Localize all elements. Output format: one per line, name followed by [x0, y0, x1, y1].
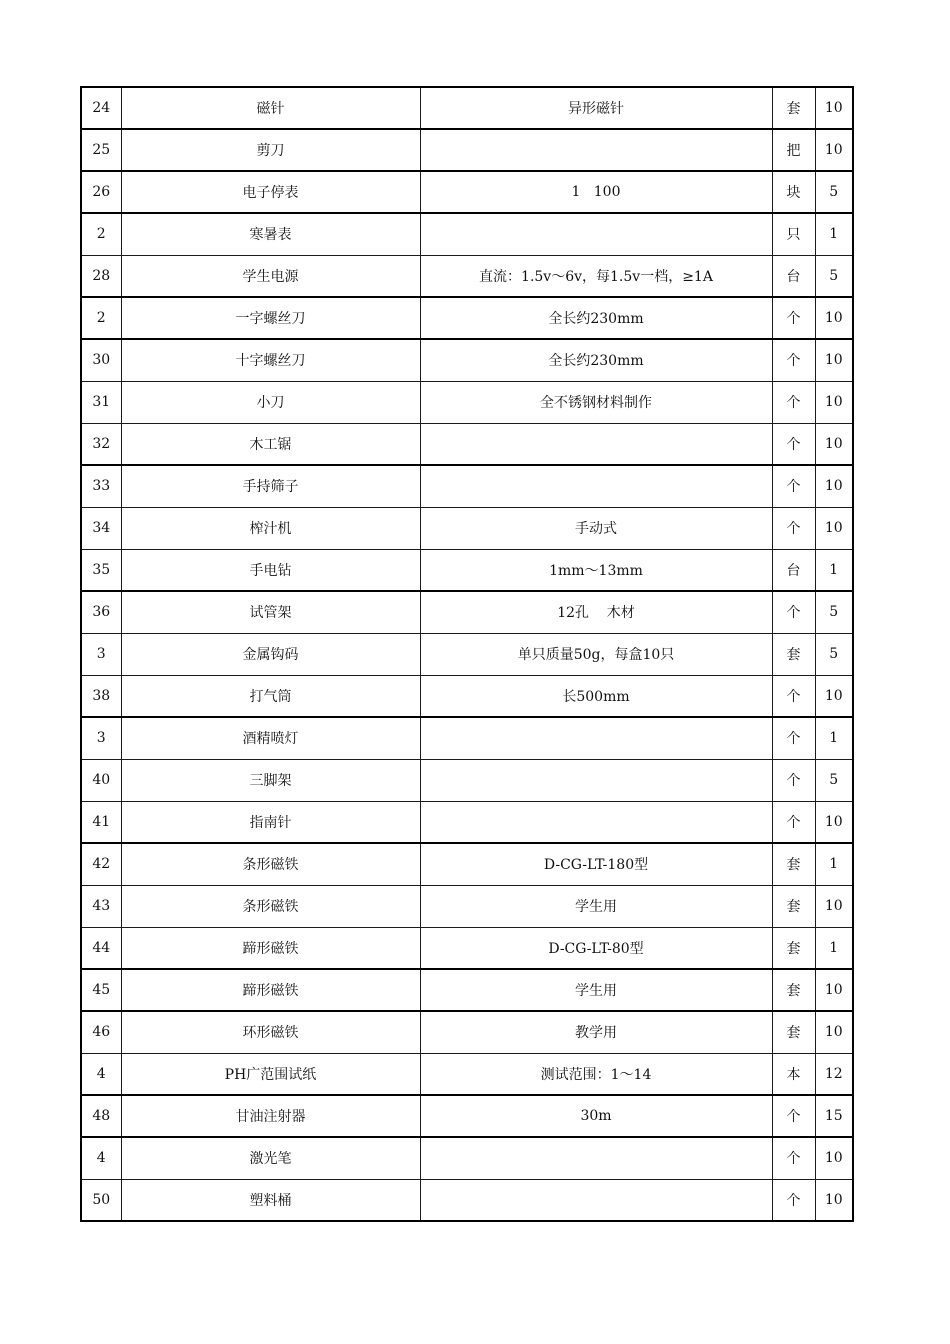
item-name-cell: 剪刀	[121, 129, 420, 171]
item-name-cell: 蹄形磁铁	[121, 969, 420, 1011]
equipment-list-sheet	[80, 86, 852, 1222]
row-number-cell: 26	[81, 171, 121, 213]
table-row	[81, 381, 853, 423]
item-spec-cell: 单只质量50g，每盒10只	[420, 633, 772, 675]
item-unit-cell: 个	[772, 507, 815, 549]
item-spec-cell	[420, 759, 772, 801]
row-number-cell: 38	[81, 675, 121, 717]
item-spec-cell	[420, 1137, 772, 1179]
item-unit-cell: 台	[772, 255, 815, 297]
item-unit-cell: 个	[772, 1095, 815, 1137]
table-row	[81, 1011, 853, 1053]
row-number-cell: 3	[81, 717, 121, 759]
item-spec-cell: 全长约230mm	[420, 339, 772, 381]
item-spec-cell	[420, 801, 772, 843]
item-spec-cell: 手动式	[420, 507, 772, 549]
item-unit-cell: 个	[772, 675, 815, 717]
item-name-cell: 三脚架	[121, 759, 420, 801]
item-spec-cell: 12孔 木材	[420, 591, 772, 633]
item-name-cell: 试管架	[121, 591, 420, 633]
item-unit-cell: 个	[772, 759, 815, 801]
table-row	[81, 507, 853, 549]
row-number-cell: 45	[81, 969, 121, 1011]
item-unit-cell: 块	[772, 171, 815, 213]
row-number-cell: 50	[81, 1179, 121, 1221]
item-spec-cell: 全不锈钢材料制作	[420, 381, 772, 423]
item-spec-cell	[420, 717, 772, 759]
row-number-cell: 28	[81, 255, 121, 297]
table-row	[81, 675, 853, 717]
item-unit-cell: 套	[772, 843, 815, 885]
table-row	[81, 885, 853, 927]
item-quantity-cell: 10	[815, 801, 853, 843]
item-quantity-cell: 10	[815, 969, 853, 1011]
item-spec-cell: D-CG-LT-180型	[420, 843, 772, 885]
item-quantity-cell: 1	[815, 717, 853, 759]
item-unit-cell: 个	[772, 1179, 815, 1221]
item-unit-cell: 套	[772, 633, 815, 675]
item-spec-cell	[420, 423, 772, 465]
item-name-cell: 木工锯	[121, 423, 420, 465]
table-row	[81, 1095, 853, 1137]
row-number-cell: 34	[81, 507, 121, 549]
item-unit-cell: 本	[772, 1053, 815, 1095]
item-quantity-cell: 10	[815, 885, 853, 927]
item-name-cell: 环形磁铁	[121, 1011, 420, 1053]
item-quantity-cell: 10	[815, 297, 853, 339]
table-row	[81, 801, 853, 843]
equipment-table-body	[81, 87, 853, 1221]
item-quantity-cell: 10	[815, 507, 853, 549]
item-name-cell: 指南针	[121, 801, 420, 843]
row-number-cell: 35	[81, 549, 121, 591]
row-number-cell: 25	[81, 129, 121, 171]
item-name-cell: 十字螺丝刀	[121, 339, 420, 381]
item-spec-cell: 学生用	[420, 885, 772, 927]
table-row	[81, 339, 853, 381]
item-spec-cell	[420, 465, 772, 507]
table-row	[81, 171, 853, 213]
item-unit-cell: 套	[772, 885, 815, 927]
table-row	[81, 213, 853, 255]
item-name-cell: 手电钻	[121, 549, 420, 591]
item-spec-cell: 1 100	[420, 171, 772, 213]
item-name-cell: PH广范围试纸	[121, 1053, 420, 1095]
row-number-cell: 33	[81, 465, 121, 507]
row-number-cell: 4	[81, 1053, 121, 1095]
item-unit-cell: 只	[772, 213, 815, 255]
item-quantity-cell: 10	[815, 87, 853, 129]
item-name-cell: 激光笔	[121, 1137, 420, 1179]
item-name-cell: 条形磁铁	[121, 885, 420, 927]
table-row	[81, 591, 853, 633]
item-quantity-cell: 10	[815, 339, 853, 381]
item-name-cell: 小刀	[121, 381, 420, 423]
item-spec-cell: 全长约230mm	[420, 297, 772, 339]
row-number-cell: 32	[81, 423, 121, 465]
row-number-cell: 46	[81, 1011, 121, 1053]
item-name-cell: 手持筛子	[121, 465, 420, 507]
row-number-cell: 44	[81, 927, 121, 969]
item-name-cell: 条形磁铁	[121, 843, 420, 885]
item-quantity-cell: 10	[815, 1179, 853, 1221]
row-number-cell: 24	[81, 87, 121, 129]
item-name-cell: 磁针	[121, 87, 420, 129]
table-row	[81, 633, 853, 675]
item-quantity-cell: 12	[815, 1053, 853, 1095]
item-unit-cell: 个	[772, 801, 815, 843]
item-unit-cell: 把	[772, 129, 815, 171]
item-quantity-cell: 10	[815, 381, 853, 423]
item-unit-cell: 个	[772, 297, 815, 339]
table-row	[81, 759, 853, 801]
row-number-cell: 30	[81, 339, 121, 381]
table-row	[81, 423, 853, 465]
item-name-cell: 塑料桶	[121, 1179, 420, 1221]
item-spec-cell: 1mm～13mm	[420, 549, 772, 591]
item-name-cell: 酒精喷灯	[121, 717, 420, 759]
item-name-cell: 学生电源	[121, 255, 420, 297]
item-unit-cell: 套	[772, 969, 815, 1011]
item-quantity-cell: 5	[815, 759, 853, 801]
item-spec-cell: 异形磁针	[420, 87, 772, 129]
table-row	[81, 549, 853, 591]
row-number-cell: 42	[81, 843, 121, 885]
row-number-cell: 3	[81, 633, 121, 675]
item-quantity-cell: 5	[815, 171, 853, 213]
item-spec-cell: 30m	[420, 1095, 772, 1137]
item-unit-cell: 个	[772, 381, 815, 423]
item-unit-cell: 台	[772, 549, 815, 591]
row-number-cell: 41	[81, 801, 121, 843]
table-row	[81, 1179, 853, 1221]
item-quantity-cell: 15	[815, 1095, 853, 1137]
item-spec-cell	[420, 213, 772, 255]
table-row	[81, 297, 853, 339]
table-row	[81, 717, 853, 759]
item-quantity-cell: 1	[815, 213, 853, 255]
item-name-cell: 打气筒	[121, 675, 420, 717]
item-unit-cell: 个	[772, 591, 815, 633]
item-quantity-cell: 10	[815, 465, 853, 507]
row-number-cell: 2	[81, 213, 121, 255]
item-unit-cell: 套	[772, 1011, 815, 1053]
row-number-cell: 43	[81, 885, 121, 927]
item-quantity-cell: 10	[815, 423, 853, 465]
item-unit-cell: 个	[772, 1137, 815, 1179]
item-unit-cell: 个	[772, 423, 815, 465]
item-spec-cell: 教学用	[420, 1011, 772, 1053]
item-name-cell: 一字螺丝刀	[121, 297, 420, 339]
table-row	[81, 255, 853, 297]
item-name-cell: 电子停表	[121, 171, 420, 213]
item-quantity-cell: 1	[815, 549, 853, 591]
item-spec-cell: 长500mm	[420, 675, 772, 717]
item-name-cell: 寒暑表	[121, 213, 420, 255]
item-spec-cell: D-CG-LT-80型	[420, 927, 772, 969]
item-unit-cell: 个	[772, 465, 815, 507]
row-number-cell: 36	[81, 591, 121, 633]
item-spec-cell: 直流：1.5v～6v，每1.5v一档，≥1A	[420, 255, 772, 297]
equipment-table	[80, 86, 854, 1222]
item-unit-cell: 个	[772, 717, 815, 759]
item-spec-cell	[420, 129, 772, 171]
item-spec-cell: 测试范围：1～14	[420, 1053, 772, 1095]
item-quantity-cell: 1	[815, 843, 853, 885]
table-row	[81, 969, 853, 1011]
item-quantity-cell: 10	[815, 1011, 853, 1053]
table-row	[81, 1053, 853, 1095]
row-number-cell: 31	[81, 381, 121, 423]
item-quantity-cell: 5	[815, 255, 853, 297]
item-quantity-cell: 1	[815, 927, 853, 969]
item-quantity-cell: 5	[815, 633, 853, 675]
item-unit-cell: 个	[772, 339, 815, 381]
item-name-cell: 蹄形磁铁	[121, 927, 420, 969]
item-name-cell: 甘油注射器	[121, 1095, 420, 1137]
item-quantity-cell: 10	[815, 675, 853, 717]
row-number-cell: 40	[81, 759, 121, 801]
table-row	[81, 927, 853, 969]
table-row	[81, 1137, 853, 1179]
item-unit-cell: 套	[772, 87, 815, 129]
table-row	[81, 129, 853, 171]
item-quantity-cell: 5	[815, 591, 853, 633]
row-number-cell: 2	[81, 297, 121, 339]
table-row	[81, 843, 853, 885]
table-row	[81, 87, 853, 129]
row-number-cell: 48	[81, 1095, 121, 1137]
item-name-cell: 榨汁机	[121, 507, 420, 549]
table-row	[81, 465, 853, 507]
item-quantity-cell: 10	[815, 1137, 853, 1179]
item-name-cell: 金属钩码	[121, 633, 420, 675]
row-number-cell: 4	[81, 1137, 121, 1179]
item-quantity-cell: 10	[815, 129, 853, 171]
item-unit-cell: 套	[772, 927, 815, 969]
item-spec-cell: 学生用	[420, 969, 772, 1011]
item-spec-cell	[420, 1179, 772, 1221]
